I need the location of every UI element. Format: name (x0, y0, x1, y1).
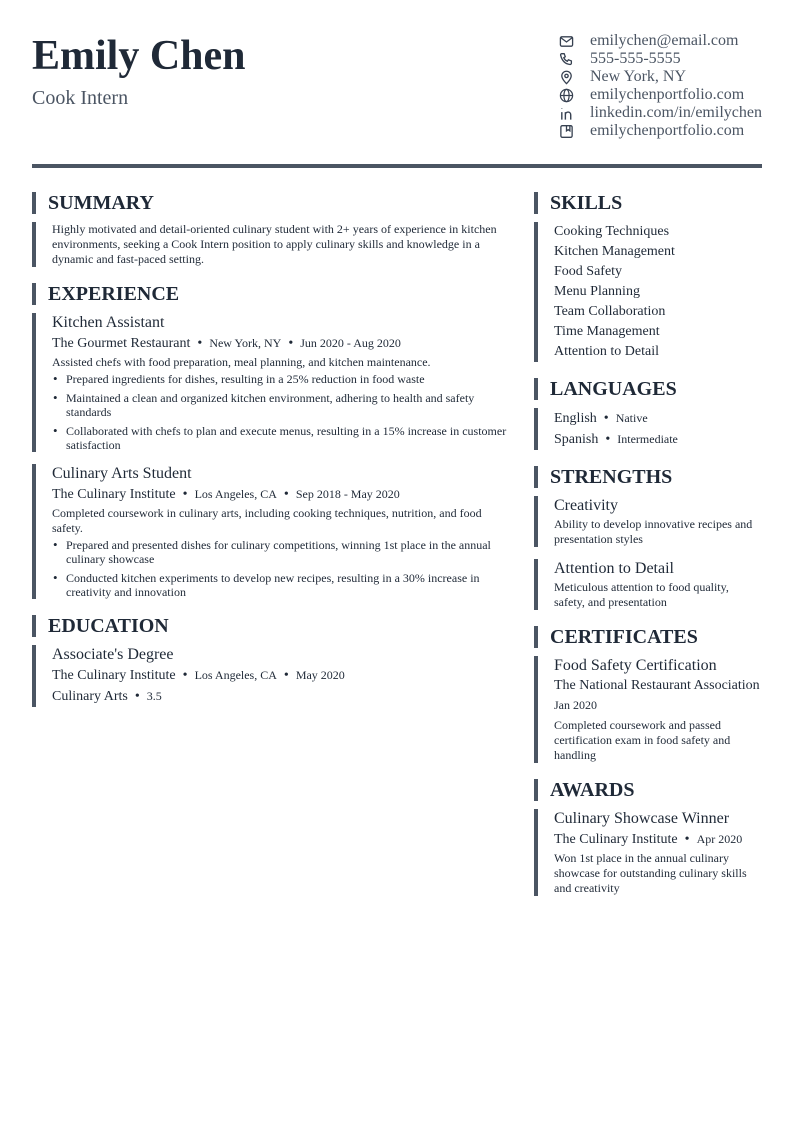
strength-title: Creativity (554, 497, 618, 514)
contact-phone-text: 555-555-5555 (590, 50, 681, 67)
contact-location-text: New York, NY (590, 68, 687, 85)
job-title: Cook Intern (32, 87, 129, 109)
award-date: Apr 2020 (696, 832, 743, 846)
contact-list (558, 32, 768, 140)
award-item (534, 809, 762, 896)
separator-dot: • (283, 668, 289, 683)
education-date: May 2020 (295, 668, 345, 682)
education-location: Los Angeles, CA (194, 668, 277, 682)
contact-phone[interactable] (558, 50, 768, 68)
strength-title: Attention to Detail (554, 560, 674, 577)
separator-dot: • (197, 336, 203, 351)
education-heading: EDUCATION (48, 615, 169, 637)
separator-dot: • (603, 411, 609, 426)
resume-header (32, 0, 762, 166)
certificate-title: Food Safety Certification (554, 657, 717, 674)
language-name: English (554, 411, 597, 426)
languages-section (534, 378, 762, 450)
contact-website-text: emilychenportfolio.com (590, 86, 745, 103)
languages-block (534, 408, 762, 450)
skill-item: Kitchen Management (554, 244, 675, 259)
separator-dot: • (684, 832, 690, 847)
job-bullet: • Maintained a clean and organized kitchen environment, adhering to health and safety standards (52, 391, 510, 419)
contact-linkedin-text: linkedin.com/in/emilychen (590, 104, 762, 121)
location-icon (558, 69, 574, 85)
award-title: Culinary Showcase Winner (554, 810, 730, 827)
header-divider (32, 164, 762, 168)
experience-section (32, 283, 510, 599)
summary-block (32, 222, 510, 267)
contact-linkedin[interactable] (558, 104, 768, 122)
separator-dot: • (182, 668, 188, 683)
summary-heading-bar (32, 192, 510, 214)
skill-item: Menu Planning (554, 284, 640, 299)
education-gpa: 3.5 (146, 689, 162, 703)
job-title: Culinary Arts Student (52, 465, 192, 482)
mail-icon (558, 33, 574, 49)
skill-item: Team Collaboration (554, 304, 666, 319)
strengths-heading-bar (534, 466, 762, 488)
certificates-heading: CERTIFICATES (550, 626, 698, 648)
job-bullet: • Prepared and presented dishes for culinary competitions, winning 1st place in the annual culinary showcase (52, 538, 510, 566)
job-dates: Sep 2018 - May 2020 (295, 487, 400, 501)
strength-item (534, 496, 762, 547)
education-section (32, 615, 510, 707)
linkedin-icon (558, 105, 574, 121)
award-desc: Won 1st place in the annual culinary showcase for outstanding culinary skills and creativity (554, 851, 747, 895)
award-org: The Culinary Institute (554, 832, 678, 847)
job-org: The Gourmet Restaurant (52, 336, 191, 351)
contact-email-text: emilychen@email.com (590, 32, 739, 49)
job-meta (52, 333, 510, 354)
job-dates: Jun 2020 - Aug 2020 (300, 336, 401, 350)
job-title: Kitchen Assistant (52, 314, 165, 331)
certificates-section (534, 626, 762, 763)
contact-location (558, 68, 768, 86)
separator-dot: • (134, 689, 140, 704)
job-bullet: • Collaborated with chefs to plan and execute menus, resulting in a 15% increase in customer satisfaction (52, 424, 510, 452)
education-degree: Associate's Degree (52, 646, 174, 663)
job-entry (32, 313, 510, 452)
skill-item: Attention to Detail (554, 344, 659, 359)
job-bullets (52, 538, 510, 599)
job-meta (52, 484, 510, 505)
resume-page (32, 0, 762, 895)
skills-block (534, 222, 762, 362)
strength-item (534, 559, 762, 610)
job-bullet: • Prepared ingredients for dishes, resulting in a 25% reduction in food waste (52, 372, 510, 386)
phone-icon (558, 51, 574, 67)
skill-item: Food Safety (554, 264, 623, 279)
separator-dot: • (283, 487, 289, 502)
job-description: Assisted chefs with food preparation, meal planning, and kitchen maintenance. (52, 355, 431, 369)
summary-text: Highly motivated and detail-oriented culinary student with 2+ years of experience in kitchen environments, seeking a Cook Intern position to apply culinary skills and knowledge in a dynamic and fast-paced setting. (52, 222, 497, 266)
experience-heading-bar (32, 283, 510, 305)
strength-desc: Ability to develop innovative recipes and presentation styles (554, 517, 753, 546)
education-field-line (52, 686, 510, 707)
award-meta (554, 829, 762, 850)
education-block (32, 645, 510, 707)
skills-section (534, 192, 762, 362)
strengths-section (534, 466, 762, 610)
job-org: The Culinary Institute (52, 487, 176, 502)
language-item (554, 429, 762, 450)
education-field: Culinary Arts (52, 689, 128, 704)
awards-heading: AWARDS (550, 779, 635, 801)
languages-heading: LANGUAGES (550, 378, 677, 400)
certificate-desc: Completed coursework and passed certification exam in food safety and handling (554, 718, 731, 762)
job-entry (32, 464, 510, 599)
job-bullet: • Conducted kitchen experiments to develop new recipes, resulting in a 30% increase in creativity and innovation (52, 571, 510, 599)
education-school: The Culinary Institute (52, 668, 176, 683)
awards-section (534, 779, 762, 896)
skill-item: Time Management (554, 324, 660, 339)
globe-icon (558, 87, 574, 103)
experience-heading: EXPERIENCE (48, 283, 180, 305)
language-level: Native (615, 411, 648, 425)
strength-desc: Meticulous attention to food quality, safety, and presentation (554, 580, 729, 609)
contact-email[interactable] (558, 32, 768, 50)
skill-item: Cooking Techniques (554, 224, 670, 239)
summary-heading: SUMMARY (48, 192, 154, 214)
language-item (554, 408, 762, 429)
education-meta (52, 665, 510, 686)
portfolio-icon (558, 123, 574, 139)
summary-section (32, 192, 510, 267)
certificate-org: The National Restaurant Association (554, 678, 760, 693)
certificates-heading-bar (534, 626, 762, 648)
job-description: Completed coursework in culinary arts, including cooking techniques, nutrition, and food safety. (52, 506, 482, 535)
separator-dot: • (288, 336, 294, 351)
awards-heading-bar (534, 779, 762, 801)
separator-dot: • (182, 487, 188, 502)
job-bullets (52, 372, 510, 452)
education-heading-bar (32, 615, 510, 637)
certificate-item (534, 656, 762, 763)
certificate-date: Jan 2020 (554, 698, 597, 712)
skills-heading: SKILLS (550, 192, 623, 214)
left-column (32, 192, 510, 723)
contact-portfolio[interactable] (558, 122, 768, 140)
separator-dot: • (605, 432, 611, 447)
languages-heading-bar (534, 378, 762, 400)
contact-portfolio-text: emilychenportfolio.com (590, 122, 745, 139)
skills-heading-bar (534, 192, 762, 214)
contact-website[interactable] (558, 86, 768, 104)
right-column (534, 192, 762, 912)
job-location: Los Angeles, CA (194, 487, 277, 501)
language-name: Spanish (554, 432, 599, 447)
candidate-name: Emily Chen (32, 33, 246, 79)
job-location: New York, NY (209, 336, 282, 350)
language-level: Intermediate (617, 432, 678, 446)
strengths-heading: STRENGTHS (550, 466, 673, 488)
